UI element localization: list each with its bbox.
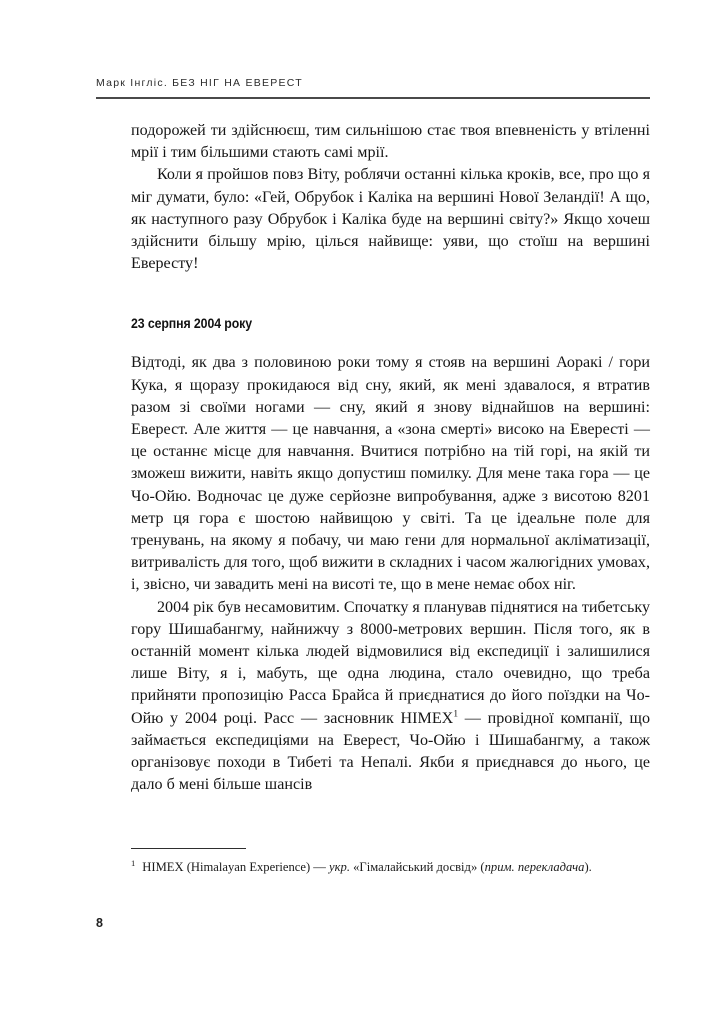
running-head-rule (96, 97, 650, 99)
footnote-reference-marker[interactable]: 1 (453, 709, 458, 720)
footnote-separator-rule (131, 848, 246, 849)
heading-spacer-bottom (131, 333, 650, 352)
paragraph-aoraki-dream: Відтоді, як два з половиною роки тому я стояв на вершині Аоракі / гори Кука, я щоразу прокидаюся від сну, який, як мені здавалося, я втратив разом зі своїми ногами — сну, який я знову віднайшов на вершині: Еверест. Але життя — це навчання, а «зона смерті» високо на Евересті — це останнє місце для навчання. Вчитися потрібно на тій горі, на якій ти зможеш вижити, навіть якщо допустиш помилку. Для мене така гора — це Чо-Ойю. Водночас це дуже серйозне випробування, адже з висотою 8201 метр ця гора є шостою найвищою у світі. Та це ідеальне поле для тренувань, на якому я побачу, чи маю гени для нормальної акліматизації, витривалість для того, щоб вижити в складних і часом жалюгідних умовах, і, звісно, чи завадить мені на висоті те, що в мене немає обох ніг. (131, 354, 650, 594)
footnote-area (131, 848, 650, 877)
paragraph-2004-text-after-footnote: — провідної компанії, що займається експедиціями на Еверест, Чо-Ойю і Шишабангму, а також організовує походи в Тибеті та Непалі. Якби я приєднався до нього, це дало б мені більше шансів (131, 709, 651, 794)
paragraph-continuation: подорожей ти здійснюєш, тим сильнішою стає твоя впевненість у втіленні мрії і тим більшими стають самі мрії. (131, 122, 650, 162)
paragraph-2004-expedition (131, 597, 650, 797)
footnote-entry (131, 859, 650, 877)
footnote-text-italic-translator-note: прим. перекладача (484, 860, 585, 874)
date-heading: 23 серпня 2004 року (131, 316, 253, 332)
heading-spacer-top (131, 275, 650, 315)
running-head (96, 76, 650, 99)
footnote-text-part-1: HIMEX (Himalayan Experience) — (142, 860, 330, 874)
footnote-text-part-5: ). (584, 860, 592, 874)
footnote-number: 1 (131, 857, 136, 868)
text-block (131, 120, 650, 796)
paragraph-2004-text-before-footnote: 2004 рік був несамовитим. Спочатку я планував піднятися на тибетську гору Шишабангму, найнижчу з 8000-метрових вершин. Після того, як в останній момент кілька людей відмовилися від експедиції і залишилися лише Віту, я і, мабуть, ще одна людина, стало очевидно, що треба прийняти пропозицію Расса Брайса й приєднатися до його поїздки на Чо-Ойю у 2004 році. Расс — засновник HIMEX (131, 598, 650, 727)
footnote-text-part-3: «Гімалайський досвід» ( (349, 860, 485, 874)
paragraph-new-zealand-summit: Коли я пройшов повз Віту, роблячи останні кілька кроків, все, про що я міг думати, було: «Гей, Обрубок і Каліка на вершині Нової Зеландії! А що, як наступного разу Обрубок і Каліка буде на вершині світу?» Якщо хочеш здійснити більшу мрію, цілься найвище: уяви, що стоїш на вершині Евересту! (131, 166, 650, 273)
footnote-text-italic-abbrev: укр. (329, 860, 350, 874)
page-number: 8 (96, 916, 103, 930)
running-head-title: Марк Інгліс. БЕЗ НІГ НА ЕВЕРЕСТ (96, 77, 303, 89)
